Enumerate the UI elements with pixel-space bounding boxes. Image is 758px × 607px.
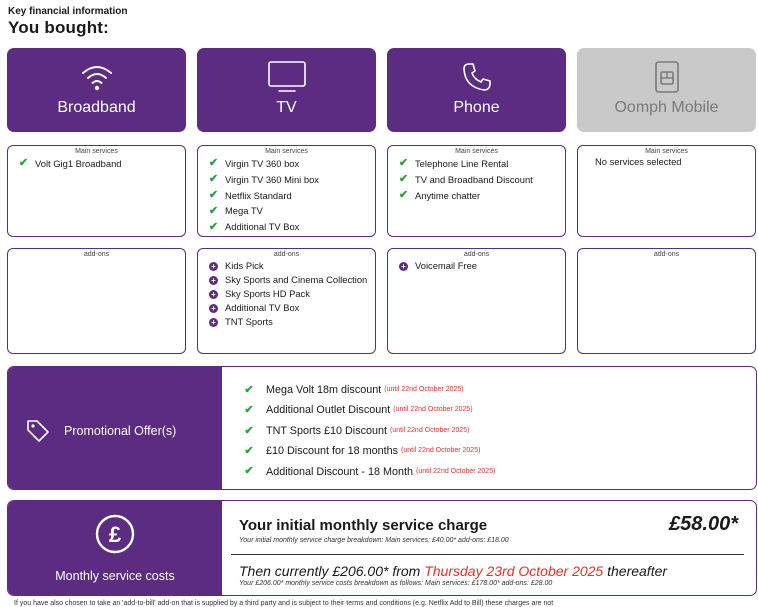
broadband-addons: [7, 248, 186, 354]
svg-text:£: £: [108, 522, 122, 547]
main-services-legend: Main services: [641, 148, 692, 155]
you-bought-heading: You bought:: [8, 18, 110, 37]
list-item: + Sky Sports HD Pack: [207, 287, 369, 301]
promo-item: ✔ Additional Discount - 18 Month (until 22nd October 2025): [244, 465, 496, 478]
tv-header: [197, 48, 376, 132]
addons-legend: add-ons: [650, 251, 683, 258]
list-item: ✔ Virgin TV 360 Mini box: [208, 173, 319, 186]
oomph-mobile-header: [577, 48, 756, 132]
tv-icon: [267, 60, 307, 94]
tv-label: TV: [276, 99, 297, 116]
check-icon: ✔: [208, 188, 219, 201]
promo-item: ✔ TNT Sports £10 Discount (until 22nd October 2025): [244, 424, 470, 437]
phone-addons: [387, 248, 566, 354]
list-item: ✔ Volt Gig1 Broadband: [18, 157, 122, 170]
broadband-main-services: [7, 145, 186, 237]
main-services-legend: Main services: [261, 148, 312, 155]
check-icon: ✔: [18, 157, 29, 170]
list-item: ✔ Mega TV: [208, 204, 263, 217]
phone-main-services: [387, 145, 566, 237]
check-icon: ✔: [244, 465, 254, 478]
broadband-header: [7, 48, 186, 132]
promo-item: ✔ Additional Outlet Discount (until 22nd October 2025): [244, 404, 473, 417]
list-item: ✔ TV and Broadband Discount: [398, 173, 533, 186]
promotional-offers-panel: [7, 366, 757, 490]
check-icon: ✔: [244, 424, 254, 437]
plus-icon: +: [399, 262, 408, 271]
plus-icon: +: [209, 318, 218, 327]
list-item: + Kids Pick: [207, 259, 369, 273]
oomph-mobile-addons: [577, 248, 756, 354]
divider: [231, 554, 744, 555]
plus-icon: +: [209, 304, 218, 313]
addons-legend: add-ons: [460, 251, 493, 258]
tag-icon: [25, 418, 51, 444]
main-services-legend: Main services: [451, 148, 502, 155]
initial-charge-breakdown: Your initial monthly service charge breakdown: Main services: £40.00* add-ons: £18.00: [239, 537, 509, 544]
addons-legend: add-ons: [80, 251, 113, 258]
list-item: ✔ Virgin TV 360 box: [208, 157, 300, 170]
sim-card-icon: [654, 60, 680, 94]
list-item: + Voicemail Free: [397, 259, 559, 273]
plus-icon: +: [209, 290, 218, 299]
promotional-offers-sidebar: [8, 367, 222, 489]
oomph-mobile-label: Oomph Mobile: [614, 99, 719, 116]
check-icon: ✔: [208, 173, 219, 186]
main-services-legend: Main services: [71, 148, 122, 155]
addons-legend: add-ons: [270, 251, 303, 258]
tv-main-services: [197, 145, 376, 237]
promotional-offers-title: Promotional Offer(s): [64, 424, 177, 438]
check-icon: ✔: [244, 404, 254, 417]
promo-item: ✔ £10 Discount for 18 months (until 22nd October 2025): [244, 444, 481, 458]
phone-label: Phone: [453, 99, 500, 116]
monthly-costs-sidebar: [8, 501, 222, 595]
check-icon: ✔: [398, 173, 409, 186]
phone-icon: [461, 61, 493, 93]
no-services-text: No services selected: [595, 156, 682, 167]
broadband-label: Broadband: [57, 99, 136, 116]
list-item: + Additional TV Box: [207, 301, 369, 315]
oomph-mobile-main-services: [577, 145, 756, 237]
initial-charge-title: Your initial monthly service charge: [239, 517, 488, 534]
list-item: ✔ Additional TV Box: [208, 220, 300, 233]
tv-addons: [197, 248, 376, 354]
initial-charge-price: £58.00*: [669, 513, 738, 535]
list-item: ✔ Netflix Standard: [208, 188, 292, 201]
ongoing-charge-line: Then currently £206.00* from Thursday 23rd October 2025 thereafter: [239, 563, 668, 579]
check-icon: ✔: [208, 157, 219, 170]
check-icon: ✔: [398, 157, 409, 170]
plus-icon: +: [209, 276, 218, 285]
check-icon: ✔: [208, 204, 219, 217]
list-item: ✔ Anytime chatter: [398, 188, 481, 201]
monthly-costs-panel: [7, 500, 757, 596]
check-icon: ✔: [398, 188, 409, 201]
key-financial-information-label: Key financial information: [8, 6, 128, 17]
list-item: + Sky Sports and Cinema Collection: [207, 273, 369, 287]
plus-icon: +: [209, 262, 218, 271]
wifi-icon: [80, 62, 114, 92]
promo-item: ✔ Mega Volt 18m discount (until 22nd October 2025): [244, 383, 464, 396]
check-icon: ✔: [244, 383, 254, 396]
phone-header: [387, 48, 566, 132]
check-icon: ✔: [244, 444, 254, 457]
ongoing-charge-breakdown: Your £206.00* monthly service costs breakdown as follows: Main services: £178.00* add-ons: £28.00: [239, 580, 553, 587]
footnote: If you have also chosen to take an 'add-to-bill' add-on that is supplied by a third party and is subject to their terms and conditions (e.g. Netflix Add to Bill) these charges are not: [14, 600, 554, 607]
pound-icon: [94, 513, 136, 555]
monthly-costs-title: Monthly service costs: [55, 569, 175, 583]
list-item: ✔ Telephone Line Rental: [398, 157, 509, 170]
ongoing-charge-date: Thursday 23rd October 2025: [424, 563, 604, 579]
list-item: + TNT Sports: [207, 315, 369, 329]
check-icon: ✔: [208, 220, 219, 233]
